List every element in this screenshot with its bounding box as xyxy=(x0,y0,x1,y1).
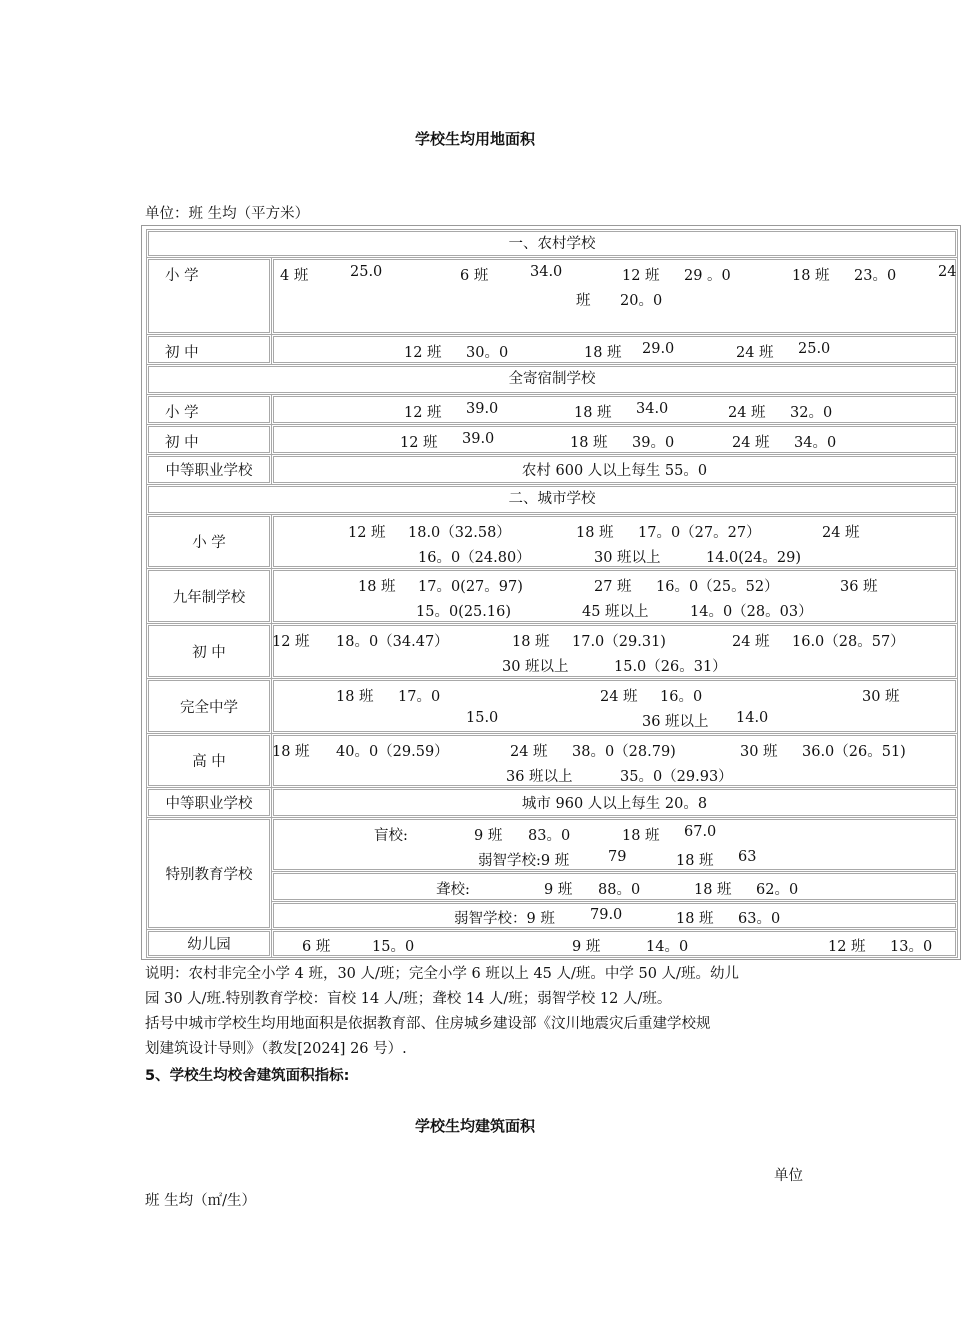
row-values-special-blind: 盲校: 9 班 83。0 18 班 67.0 弱智学校:9 班 79 18 班 63 xyxy=(271,817,958,872)
section-heading-5: 5、学校生均校舍建筑面积指标: xyxy=(145,1068,350,1084)
unit-label-2a: 单位 xyxy=(774,1168,803,1184)
section-urban: 二、城市学校 xyxy=(146,484,958,515)
note-line: 括号中城市学校生均用地面积是依据教育部、住房城乡建设部《汶川地震灾后重建学校规 xyxy=(145,1016,711,1032)
row-values-rural-primary: 4 班 25.0 6 班 34.0 12 班 29 。0 18 班 23。0 24 班 20。0 xyxy=(271,257,958,335)
row-label-kindergarten: 幼儿园 xyxy=(146,929,272,958)
row-label-urban-primary: 小 学 xyxy=(146,514,272,569)
table-notes xyxy=(145,962,825,1062)
row-label-rural-vocational: 中等职业学校 xyxy=(146,454,272,485)
row-values-boarding-primary: 12 班 39.0 18 班 34.0 24 班 32。0 xyxy=(271,394,958,425)
row-values-special-retard: 弱智学校：9 班 79.0 18 班 63。0 xyxy=(271,901,958,930)
note-line: 说明：农村非完全小学 4 班，30 人/班；完全小学 6 班以上 45 人/班。中学 50 人/班。幼儿 xyxy=(145,966,739,982)
row-values-urban-primary: 12 班 18.0（32.58） 18 班 17。0（27。27） 24 班 16。0（24.80） 30 班以上 14.0(24。29) xyxy=(271,514,958,569)
land-area-table xyxy=(141,225,961,960)
row-values-rural-vocational: 农村 600 人以上每生 55。0 xyxy=(271,454,958,485)
row-label-rural-primary: 小 学 xyxy=(146,257,272,335)
row-label-nine-year: 九年制学校 xyxy=(146,568,272,624)
page-title: 学校生均用地面积 xyxy=(414,130,535,148)
row-label-urban-junior: 初 中 xyxy=(146,623,272,679)
row-label-complete-middle: 完全中学 xyxy=(146,678,272,734)
section-boarding: 全寄宿制学校 xyxy=(146,364,958,395)
row-values-kindergarten: 6 班 15。0 9 班 14。0 12 班 13。0 xyxy=(271,929,958,958)
row-values-boarding-junior: 12 班 39.0 18 班 39。0 24 班 34。0 xyxy=(271,424,958,455)
row-label-rural-junior: 初 中 xyxy=(146,334,272,365)
section-rural: 一、农村学校 xyxy=(146,229,958,258)
unit-label-2b: 班 生均（㎡/生） xyxy=(145,1193,256,1209)
row-label-special: 特别教育学校 xyxy=(146,817,272,930)
row-label-boarding-primary: 小 学 xyxy=(146,394,272,425)
note-line: 划建筑设计导则》（教发[2024] 26 号）. xyxy=(145,1041,407,1057)
row-label-senior: 高 中 xyxy=(146,733,272,788)
row-values-special-deaf: 聋校: 9 班 88。0 18 班 62。0 xyxy=(271,871,958,902)
row-values-urban-vocational: 城市 960 人以上每生 20。8 xyxy=(271,787,958,818)
row-values-nine-year: 18 班 17。0(27。97) 27 班 16。0（25。52） 36 班 15。0(25.16) 45 班以上 14。0（28。03） xyxy=(271,568,958,624)
unit-label: 单位：班 生均（平方米） xyxy=(145,206,310,222)
row-values-complete-middle: 18 班 17。0 24 班 16。0 30 班 15.0 36 班以上 14.0 xyxy=(271,678,958,734)
row-values-rural-junior: 12 班 30。0 18 班 29.0 24 班 25.0 xyxy=(271,334,958,365)
row-label-boarding-junior: 初 中 xyxy=(146,424,272,455)
row-values-urban-junior: 12 班 18。0（34.47） 18 班 17.0（29.31) 24 班 16.0（28。57） 30 班以上 15.0（26。31） xyxy=(271,623,958,679)
row-values-senior: 18 班 40。0（29.59） 24 班 38。0（28.79) 30 班 36.0（26。51) 36 班以上 35。0（29.93） xyxy=(271,733,958,788)
page-title-2: 学校生均建筑面积 xyxy=(414,1117,535,1135)
note-line: 园 30 人/班.特别教育学校：盲校 14 人/班；聋校 14 人/班；弱智学校 12 人/班。 xyxy=(145,991,672,1007)
row-label-urban-vocational: 中等职业学校 xyxy=(146,787,272,818)
